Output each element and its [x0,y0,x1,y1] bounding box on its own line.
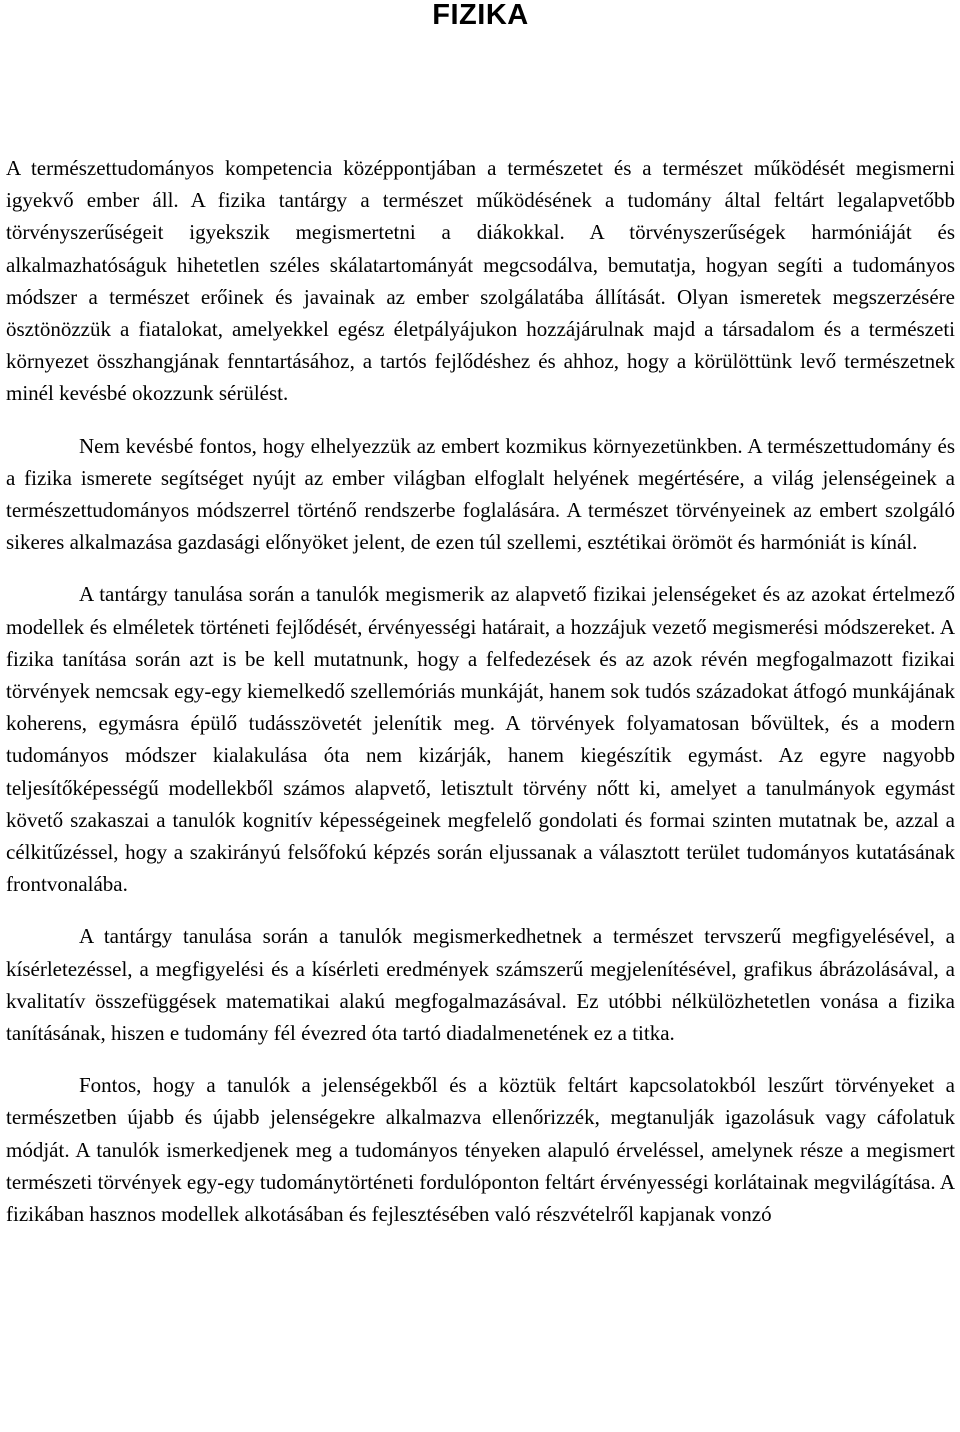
paragraph-1: A természettudományos kompetencia középpontjában a természetet és a természet működését megismerni igyekvő ember áll. A fizika tantárgy a természet működésének a tudomány által feltárt legalapvetőbb törvényszerűségeit igyekszik megismertetni a diákokkal. A törvényszerűségek harmóniáját és alkalmazhatóságuk hihetetlen széles skálatartományát megcsodálva, bemutatja, hogyan segíti a tudományos módszer a természet erőinek és javainak az ember szolgálatába állítását. Olyan ismeretek megszerzésére ösztönözzük a fiatalokat, amelyekkel egész életpályájukon hozzájárulnak majd a társadalom és a természeti környezet összhangjának fenntartásához, a tartós fejlődéshez és ahhoz, hogy a körülöttünk levő természetnek minél kevésbé okozzunk sérülést. [6,156,955,406]
document-title: FIZIKA [432,0,529,31]
paragraph-3: A tantárgy tanulása során a tanulók megismerik az alapvető fizikai jelenségeket és az azokat értelmező modellek és elméletek történeti fejlődését, érvényességi határait, a hozzájuk vezető megismerési módszereket. A fizika tanítása során azt is be kell mutatnunk, hogy a felfedezések és az azok révén megfogalmazott fizikai törvények nemcsak egy-egy kiemelkedő szellemóriás munkáját, hanem sok tudós századokat átfogó munkájának koherens, egymásra épülő tudásszövetét jelenítik meg. A törvények folyamatosan bővültek, és a modern tudományos módszer kialakulása óta nem kizárják, hanem kiegészítik egymást. Az egyre nagyobb teljesítőképességű modellekből számos alapvető, letisztult törvény nőtt ki, amelyet a tanulmányok egymást követő szakaszai a tanulók kognitív képességeinek megfelelő gondolati és formai szinten mutatnak be, azzal a célkitűzéssel, hogy a szakirányú felsőfokú képzés során eljussanak a választott terület tudományos kutatásának frontvonalába. [6,582,955,897]
document-page [6,0,955,1230]
paragraph-5: Fontos, hogy a tanulók a jelenségekből és a köztük feltárt kapcsolatokból leszűrt törvényeket a természetben újabb és újabb jelenségekre alkalmazva ellenőrizzék, megtanulják igazolásuk vagy cáfolatuk módját. A tanulók ismerkedjenek meg a tudományos tényeken alapuló érveléssel, amelynek része a megismert természeti törvények egy-egy tudománytörténeti fordulóponton feltárt érvényességi korlátainak megvilágítása. A fizikában hasznos modellek alkotásában és fejlesztésében való részvételről kapjanak vonzó [6,1073,955,1227]
paragraph-4: A tantárgy tanulása során a tanulók megismerkedhetnek a természet tervszerű megfigyelésével, a kísérletezéssel, a megfigyelési és a kísérleti eredmények számszerű megjelenítésével, grafikus ábrázolásával, a kvalitatív összefüggések matematikai alakú megfogalmazásával. Ez utóbbi nélkülözhetetlen vonása a fizika tanításának, hiszen e tudomány fél évezred óta tartó diadalmenetének ez a titka. [6,924,955,1046]
paragraph-2: Nem kevésbé fontos, hogy elhelyezzük az embert kozmikus környezetünkben. A természettudomány és a fizika ismerete segítséget nyújt az ember világban elfoglalt helyének megértésére, a világ jelenségeinek a természettudományos módszerrel történő rendszerbe foglalására. A természet törvényeinek az embert szolgáló sikeres alkalmazása gazdasági előnyöket jelent, de ezen túl szellemi, esztétikai örömöt és harmóniát is kínál. [6,433,955,555]
